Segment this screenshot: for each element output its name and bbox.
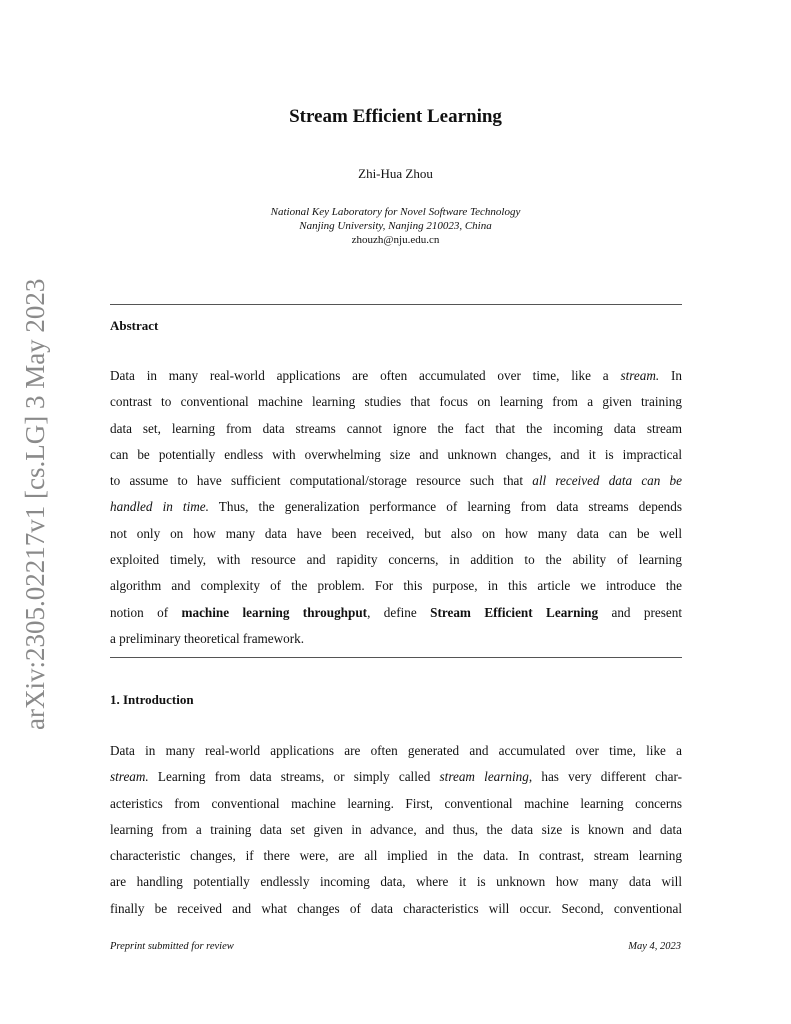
text-run: contrast to conventional machine learning studies that focus on learning from a given training	[110, 394, 682, 410]
text-run: Learning from data streams, or simply called	[148, 769, 440, 785]
text-run: a preliminary theoretical framework.	[110, 630, 305, 646]
bold-term: machine learning throughput	[181, 604, 368, 620]
emphasis-text: all received data can be	[532, 473, 683, 489]
text-run: finally be received and what changes of data characteristics will occur. Second, conventional	[110, 900, 682, 916]
text-line	[110, 764, 682, 790]
abstract-heading: Abstract	[110, 318, 159, 333]
text-run: and present	[598, 604, 683, 620]
text-run: data set, learning from data streams cannot ignore the fact that the incoming data stream	[110, 420, 682, 436]
text-line	[110, 363, 682, 389]
text-line	[110, 547, 682, 573]
text-line	[110, 442, 682, 468]
text-run: are handling potentially endlessly incoming data, where it is unknown how many data will	[110, 874, 682, 890]
emphasis-text: stream learning	[439, 769, 529, 785]
text-line	[110, 416, 682, 442]
affiliation-lab: National Key Laboratory for Novel Software Technology	[270, 206, 521, 218]
text-run: , has very different char-	[528, 769, 682, 785]
emphasis-text: handled in time.	[110, 499, 209, 515]
introduction-body	[110, 738, 682, 922]
text-line	[110, 817, 682, 843]
emphasis-text: stream.	[620, 368, 660, 383]
abstract-body	[110, 363, 682, 652]
text-line	[110, 573, 682, 599]
text-run: to assume to have sufficient computational/storage resource such that	[110, 473, 533, 489]
emphasis-text: stream.	[110, 769, 149, 785]
bold-term: Stream Efficient Learning	[430, 604, 599, 620]
text-line	[110, 494, 682, 520]
text-run: characteristic changes, if there were, are all implied in the data. In contrast, stream learning	[110, 848, 682, 864]
text-line	[110, 521, 682, 547]
author-email: zhouzh@nju.edu.cn	[351, 234, 440, 246]
text-run: Data in many real-world applications are often accumulated over time, like a	[110, 368, 621, 383]
abstract-bottom-rule	[110, 657, 682, 658]
text-run: can be potentially endless with overwhelming size and unknown changes, and it is impractical	[110, 446, 682, 462]
text-line	[110, 626, 682, 652]
arxiv-sidebar-stamp: arXiv:2305.02217v1 [cs.LG] 3 May 2023	[20, 278, 50, 730]
abstract-top-rule	[110, 304, 682, 305]
text-run: Thus, the generalization performance of learning from data streams depends	[208, 499, 682, 515]
text-run: exploited timely, with resource and rapidity concerns, in addition to the ability of learning	[110, 552, 682, 568]
text-line	[110, 896, 682, 922]
text-run: Data in many real-world applications are often generated and accumulated over time, like a	[110, 743, 682, 758]
introduction-heading: 1. Introduction	[110, 692, 194, 707]
author-name: Zhi-Hua Zhou	[358, 166, 433, 181]
text-run: learning from a training data set given in advance, and thus, the data size is known and data	[110, 821, 682, 837]
text-line	[110, 600, 682, 626]
footer-date: May 4, 2023	[628, 941, 681, 952]
text-run: algorithm and complexity of the problem. For this purpose, in this article we introduce the	[110, 578, 682, 594]
text-run: not only on how many data have been received, but also on how many data can be well	[110, 525, 682, 541]
text-run: acteristics from conventional machine learning. First, conventional machine learning concerns	[110, 795, 682, 811]
text-line	[110, 389, 682, 415]
text-run: notion of	[110, 604, 182, 620]
paper-title: Stream Efficient Learning	[289, 106, 502, 127]
text-line	[110, 843, 682, 869]
text-line	[110, 869, 682, 895]
text-line	[110, 791, 682, 817]
affiliation-university: Nanjing University, Nanjing 210023, China	[299, 220, 492, 232]
footer-preprint-note: Preprint submitted for review	[110, 941, 234, 952]
text-run: , define	[367, 604, 431, 620]
text-line	[110, 468, 682, 494]
text-run: In	[659, 368, 682, 383]
text-line	[110, 738, 682, 764]
